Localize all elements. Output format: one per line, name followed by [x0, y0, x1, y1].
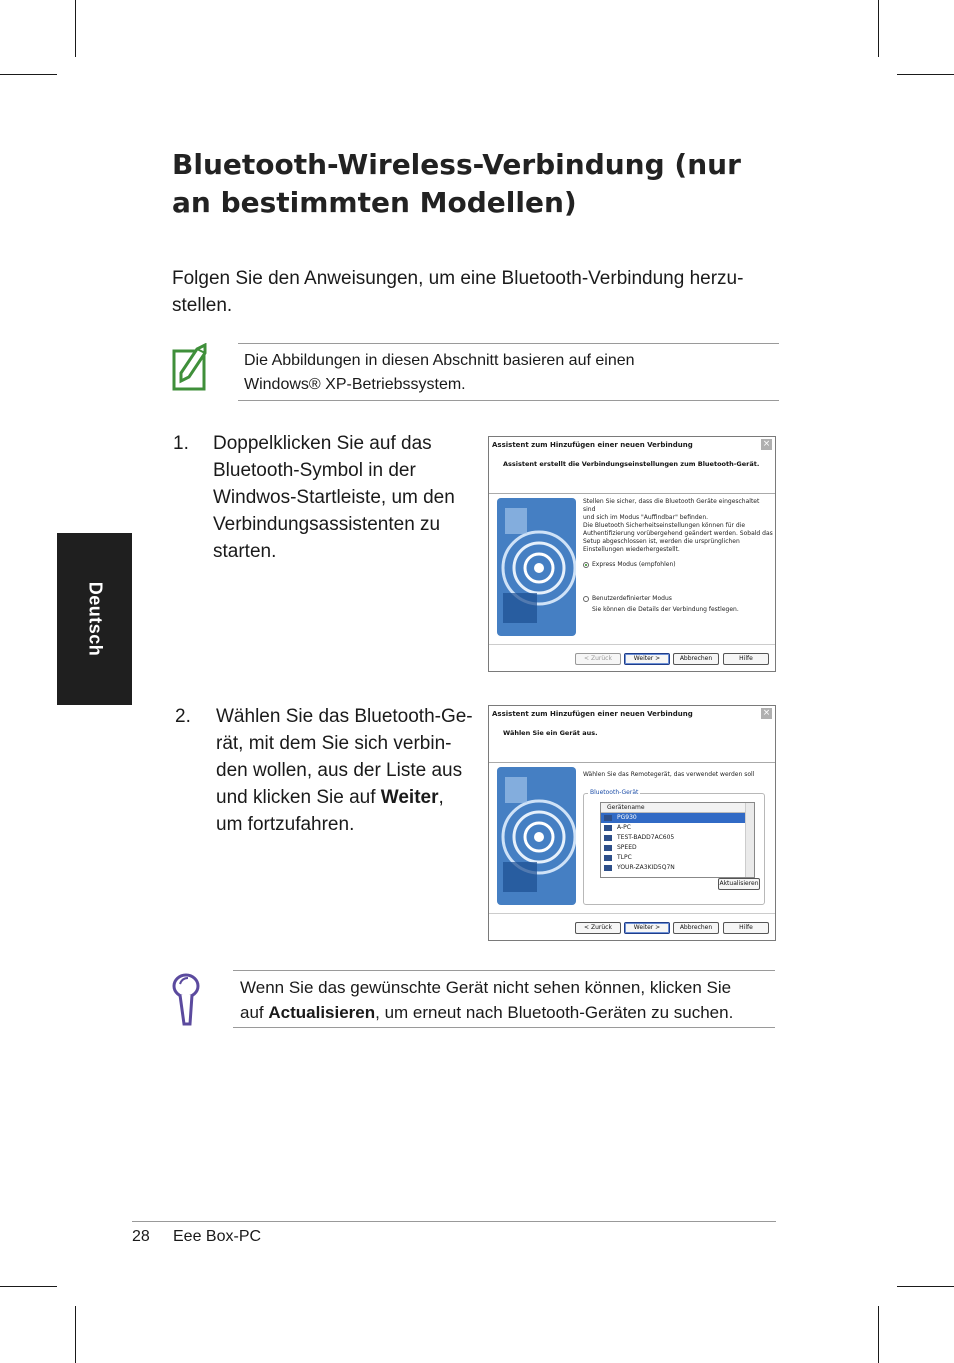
step-1-line: Windwos-Startleiste, um den [213, 487, 455, 508]
info-line: Einstellungen wiederhergestellt. [583, 546, 680, 553]
connection-wizard-dialog [488, 436, 776, 672]
step-2-line-suffix: , [438, 787, 444, 808]
computer-icon [604, 835, 612, 841]
step-1-line: Verbindungsassistenten zu [213, 514, 441, 535]
info-line: Stellen Sie sicher, dass die Bluetooth Geräte eingeschaltet sind [583, 498, 760, 513]
page-title [172, 146, 792, 222]
device-name: A-PC [617, 824, 631, 831]
custom-mode-radio[interactable] [583, 596, 589, 602]
next-button[interactable]: Weiter > [624, 653, 670, 665]
help-button[interactable]: Hilfe [723, 653, 769, 665]
step-1-text [213, 430, 478, 565]
back-button[interactable]: < Zurück [575, 653, 621, 665]
express-mode-label: Express Modus (empfohlen) [592, 561, 676, 568]
cancel-button[interactable]: Abbrechen [673, 922, 719, 934]
next-button[interactable]: Weiter > [624, 922, 670, 934]
info-line: Authentifizierung vorübergehend geändert werden. Sobald das [583, 530, 773, 537]
custom-mode-description: Sie können die Details der Verbindung festlegen. [592, 606, 739, 613]
step-1-line: starten. [213, 541, 277, 562]
instruction-text: Wählen Sie das Remotegerät, das verwendet werden soll [583, 771, 755, 778]
lightbulb-tip-icon [170, 972, 202, 1028]
crop-mark [75, 0, 76, 57]
footer-product-name: Eee Box-PC [173, 1228, 262, 1245]
device-name: TEST-BADD7AC605 [617, 834, 675, 841]
dialog-title-bar [489, 706, 775, 723]
help-button[interactable]: Hilfe [723, 922, 769, 934]
crop-mark [75, 1306, 76, 1363]
refresh-button[interactable]: Aktualisieren [718, 878, 760, 890]
crop-mark [897, 1286, 954, 1287]
step-2-line: Wählen Sie das Bluetooth-Ge- [216, 706, 473, 727]
device-name: PG930 [617, 814, 637, 821]
crop-mark [0, 1286, 57, 1287]
bluetooth-wizard-illustration [497, 498, 576, 636]
computer-icon [604, 845, 612, 851]
dialog-header [489, 453, 775, 494]
note-line-1: Die Abbildungen in diesen Abschnitt basieren auf einen [244, 352, 635, 369]
step-2-text [216, 703, 481, 838]
dialog-title: Assistent zum Hinzufügen einer neuen Verbindung [492, 441, 693, 449]
computer-icon [604, 855, 612, 861]
tip-box [233, 970, 775, 1028]
device-select-dialog [488, 705, 776, 941]
note-box [238, 343, 779, 401]
tip-line-1: Wenn Sie das gewünschte Gerät nicht sehen können, klicken Sie [240, 978, 732, 997]
device-name: TLPC [617, 854, 632, 861]
crop-mark [897, 74, 954, 75]
device-row[interactable] [601, 863, 754, 873]
tip-line-2-suffix: , um erneut nach Bluetooth-Geräten zu suchen. [375, 1003, 734, 1022]
device-row[interactable] [601, 813, 754, 823]
dialog-footer [489, 913, 775, 940]
crop-mark [878, 0, 879, 57]
side-tab-label: Deutsch [85, 581, 105, 657]
column-header[interactable]: Gerätename [601, 803, 754, 813]
dialog-title: Assistent zum Hinzufügen einer neuen Verbindung [492, 710, 693, 718]
step-1-line: Bluetooth-Symbol in der [213, 460, 416, 481]
crop-mark [878, 1306, 879, 1363]
weiter-emphasis: Weiter [380, 787, 439, 808]
pencil-note-icon [171, 343, 211, 391]
list-scrollbar[interactable] [745, 803, 754, 877]
step-2-line: rät, mit dem Sie sich verbin- [216, 733, 452, 754]
step-2-line: den wollen, aus der Liste aus [216, 760, 463, 781]
note-line-2: Windows® XP-Betriebssystem. [244, 376, 466, 393]
step-number: 1. [173, 433, 189, 454]
bluetooth-wizard-illustration [497, 767, 576, 905]
computer-icon [604, 825, 612, 831]
dialog-header-text: Wählen Sie ein Gerät aus. [503, 729, 598, 737]
step-2-line: um fortzufahren. [216, 814, 355, 835]
title-line-1: Bluetooth-Wireless-Verbindung (nur [172, 148, 741, 181]
close-icon[interactable]: × [762, 708, 771, 718]
device-row[interactable] [601, 833, 754, 843]
info-text [583, 498, 773, 554]
step-2-line-prefix: und klicken Sie auf [216, 787, 381, 808]
crop-mark [0, 74, 57, 75]
device-row[interactable] [601, 853, 754, 863]
cancel-button[interactable]: Abbrechen [673, 653, 719, 665]
group-label: Bluetooth-Gerät [590, 789, 639, 796]
footer-divider [132, 1221, 776, 1222]
info-line: und sich im Modus "Auffindbar" befinden. [583, 514, 709, 521]
dialog-body [489, 763, 775, 914]
computer-icon [604, 865, 612, 871]
actualisieren-emphasis: Actualisieren [268, 1003, 376, 1022]
device-row[interactable] [601, 843, 754, 853]
dialog-body [489, 494, 775, 645]
title-line-2: an bestimmten Modellen) [172, 186, 577, 219]
bluetooth-device-group [583, 789, 765, 905]
intro-paragraph: Folgen Sie den Anweisungen, um eine Bluetooth-Verbindung herzu-stellen. [172, 268, 744, 316]
page-number: 28 [132, 1228, 150, 1245]
dialog-header-text: Assistent erstellt die Verbindungseinstellungen zum Bluetooth-Gerät. [503, 460, 760, 468]
info-line: Setup abgeschlossen ist, werden die ursprünglichen [583, 538, 740, 545]
device-name: YOUR-ZA3KID5Q7N [617, 864, 675, 871]
language-side-tab [57, 533, 132, 705]
info-line: Die Bluetooth Sicherheitseinstellungen können für die [583, 522, 746, 529]
step-number: 2. [175, 706, 191, 727]
step-1-line: Doppelklicken Sie auf das [213, 433, 432, 454]
computer-icon [604, 815, 612, 821]
dialog-footer [489, 644, 775, 671]
device-row[interactable] [601, 823, 754, 833]
express-mode-radio[interactable] [583, 562, 589, 568]
dialog-header [489, 722, 775, 763]
device-name: SPEED [617, 844, 637, 851]
device-list[interactable] [600, 802, 755, 878]
tip-line-2-prefix: auf [240, 1003, 269, 1022]
custom-mode-label: Benutzerdefinierter Modus [592, 595, 672, 602]
dialog-title-bar [489, 437, 775, 454]
close-icon[interactable]: × [762, 439, 771, 449]
back-button[interactable]: < Zurück [575, 922, 621, 934]
